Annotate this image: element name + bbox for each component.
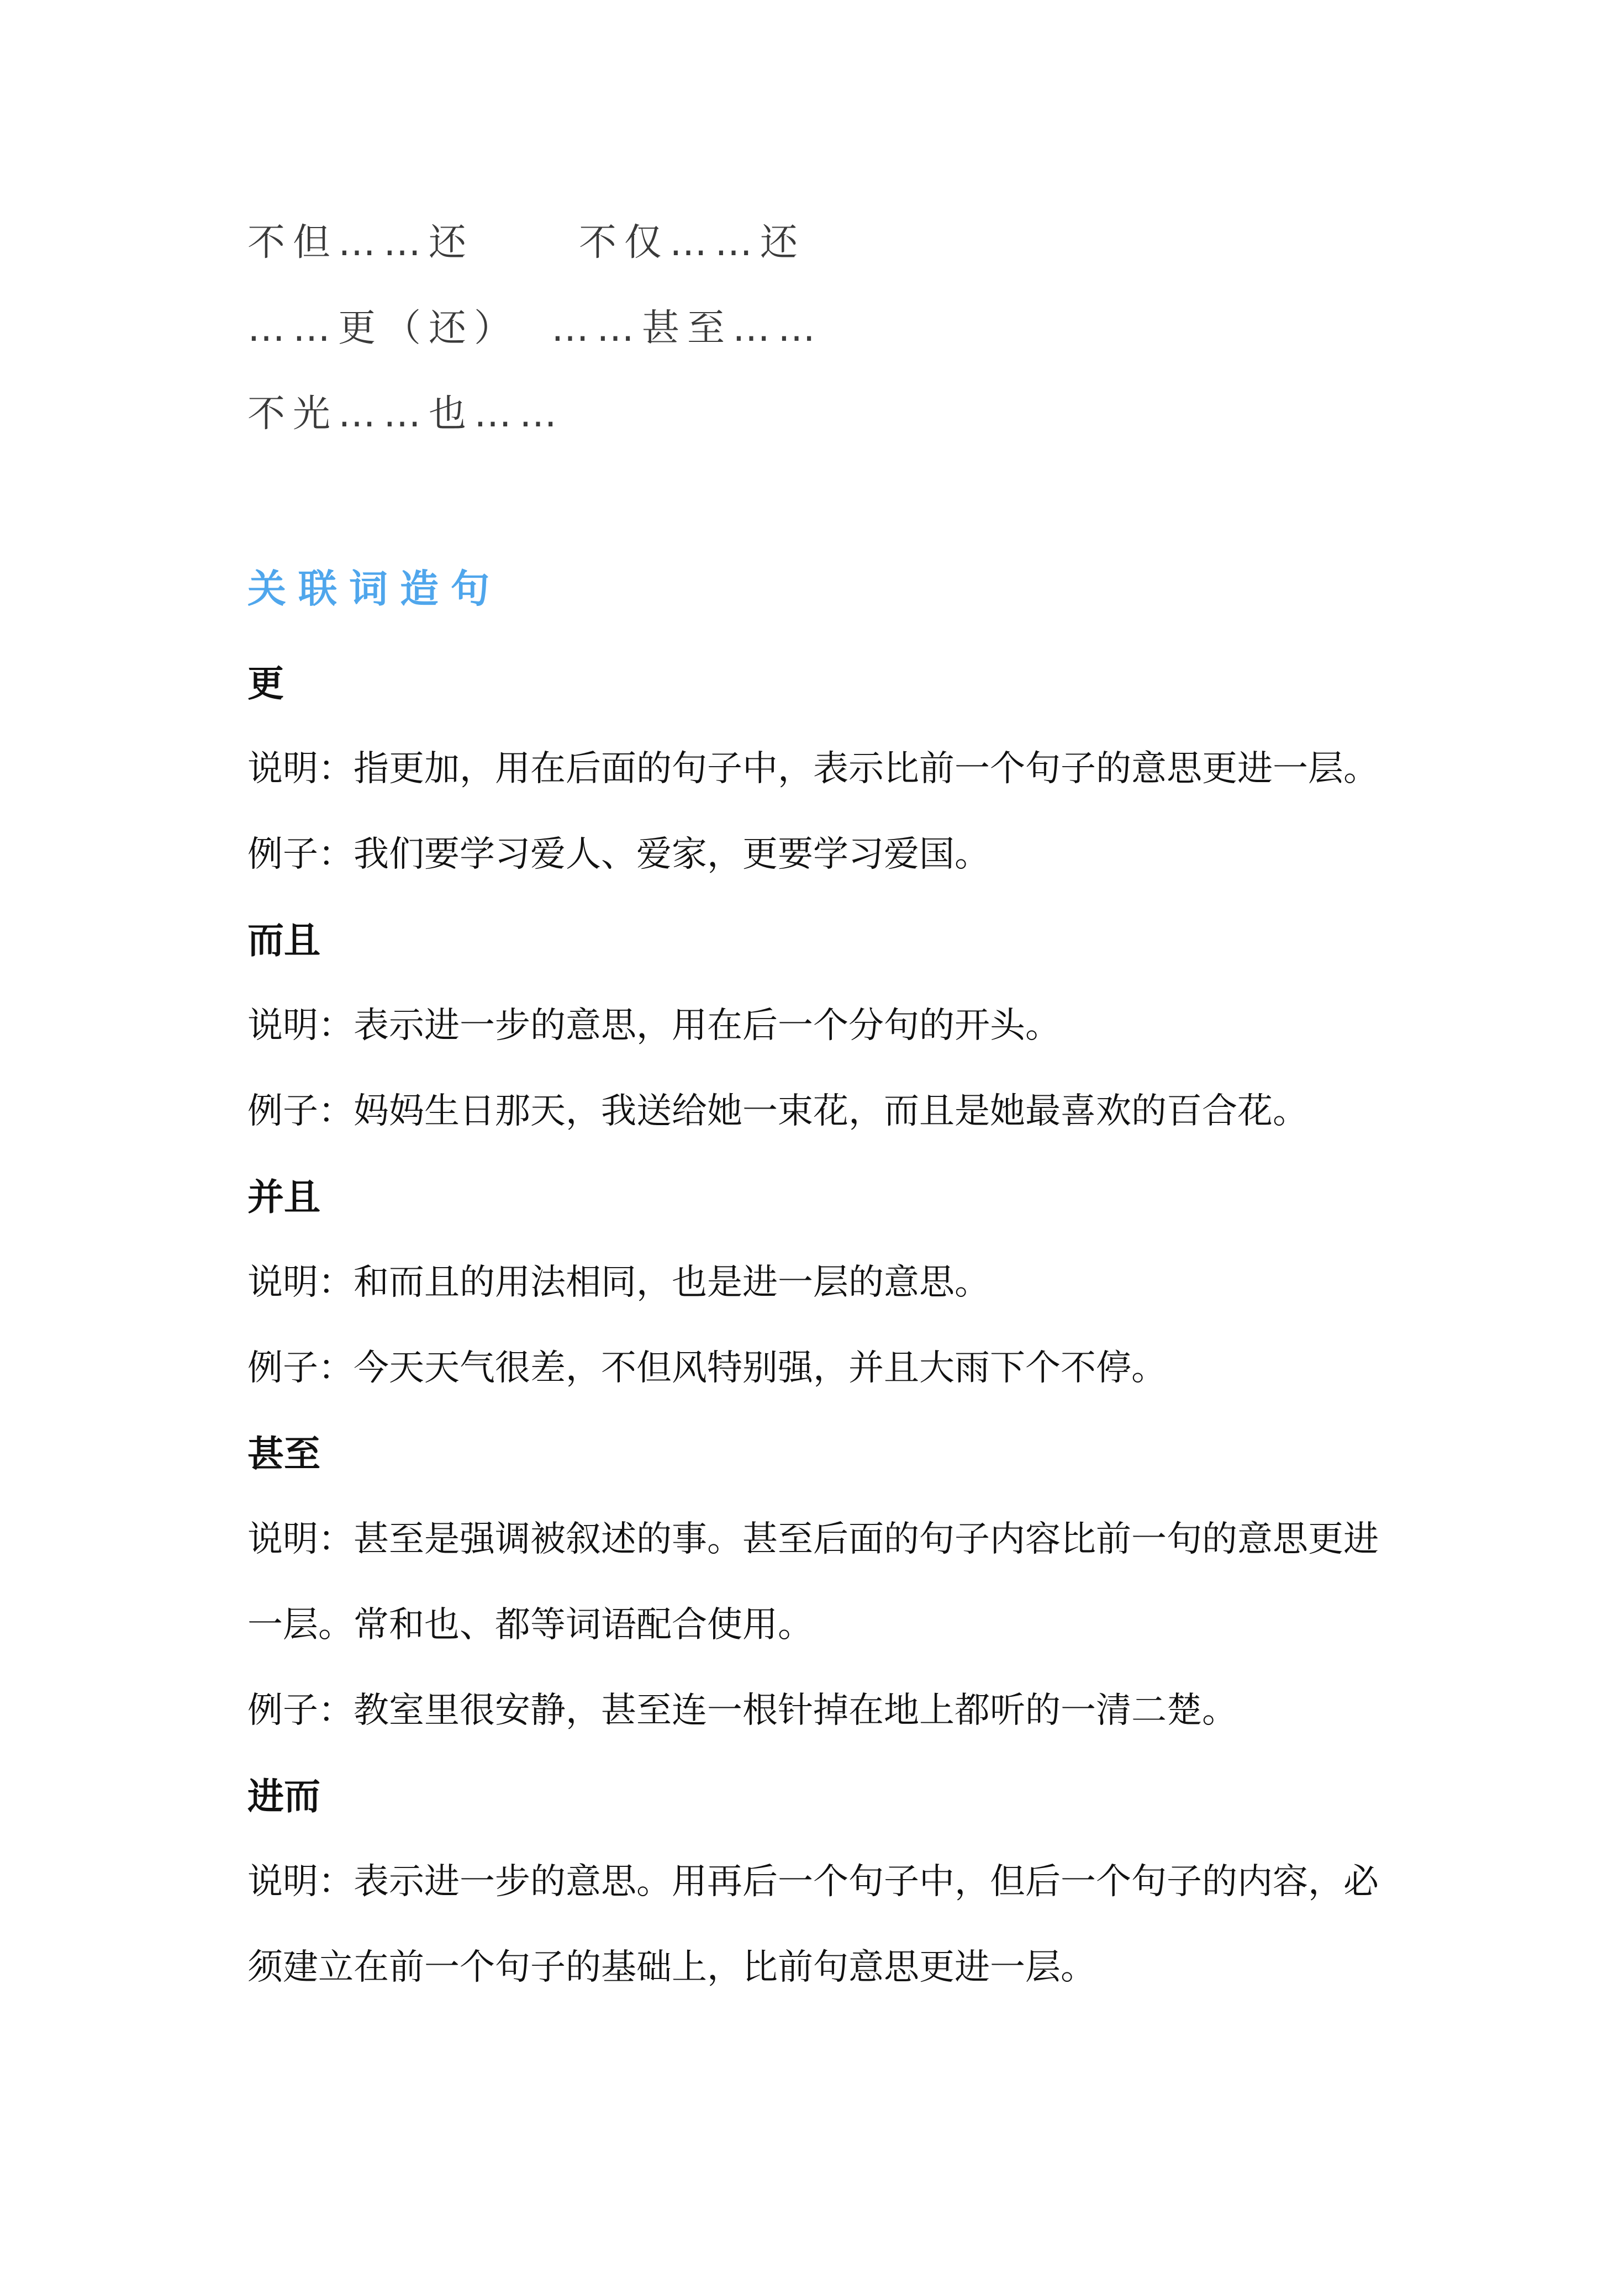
- entry-term: 进而: [247, 1775, 320, 1818]
- entry-item: [247, 898, 1396, 1154]
- entry-item: [247, 1754, 1396, 2011]
- entry-item: [247, 1154, 1396, 1411]
- entry-explanation: 说明：和而且的用法相同，也是进一层的意思。: [247, 1262, 990, 1303]
- entry-example: 例子：教室里很安静，甚至连一根针掉在地上都听的一清二楚。: [247, 1690, 1237, 1731]
- entry-term: 并且: [247, 1176, 320, 1218]
- entry-explanation: 说明：指更加，用在后面的句子中，表示比前一个句子的意思更进一层。: [247, 748, 1379, 789]
- entry-item: [247, 1411, 1396, 1754]
- entry-explanation: 说明：表示进一步的意思，用在后一个分句的开头。: [247, 1005, 1061, 1046]
- conjunction-pair-row: [247, 298, 823, 352]
- conjunction-pair: 不但……还: [247, 221, 474, 265]
- conjunction-pair-row: [247, 213, 805, 266]
- entry-term: 更: [247, 662, 284, 705]
- conjunction-pair-row: [247, 384, 565, 437]
- entry-example: 例子：今天天气很差，不但风特别强，并且大雨下个不停。: [247, 1348, 1167, 1389]
- entry-term: 而且: [247, 919, 320, 962]
- entry-example: 例子：我们要学习爱人、爱家，更要学习爱国。: [247, 834, 990, 875]
- entry-example: 例子：妈妈生日那天，我送给她一束花，而且是她最喜欢的百合花。: [247, 1091, 1308, 1132]
- entry-item: [247, 641, 1396, 898]
- entry-explanation: 说明：甚至是强调被叙述的事。甚至后面的句子内容比前一句的意思更进一层。常和也、都等词语配合使用。: [247, 1519, 1379, 1645]
- conjunction-pair: ……甚至……: [551, 307, 824, 350]
- entry-term: 甚至: [247, 1433, 320, 1475]
- entry-list: [247, 641, 1396, 2011]
- conjunction-pair: 不光……也……: [247, 392, 565, 436]
- conjunction-pair: ……更（还）: [247, 307, 520, 350]
- conjunction-pair: 不仅……还: [579, 221, 806, 265]
- entry-explanation: 说明：表示进一步的意思。用再后一个句子中，但后一个句子的内容，必须建立在前一个句子的基础上，比前句意思更进一层。: [247, 1861, 1379, 1988]
- section-heading: 关联词造句: [247, 566, 502, 611]
